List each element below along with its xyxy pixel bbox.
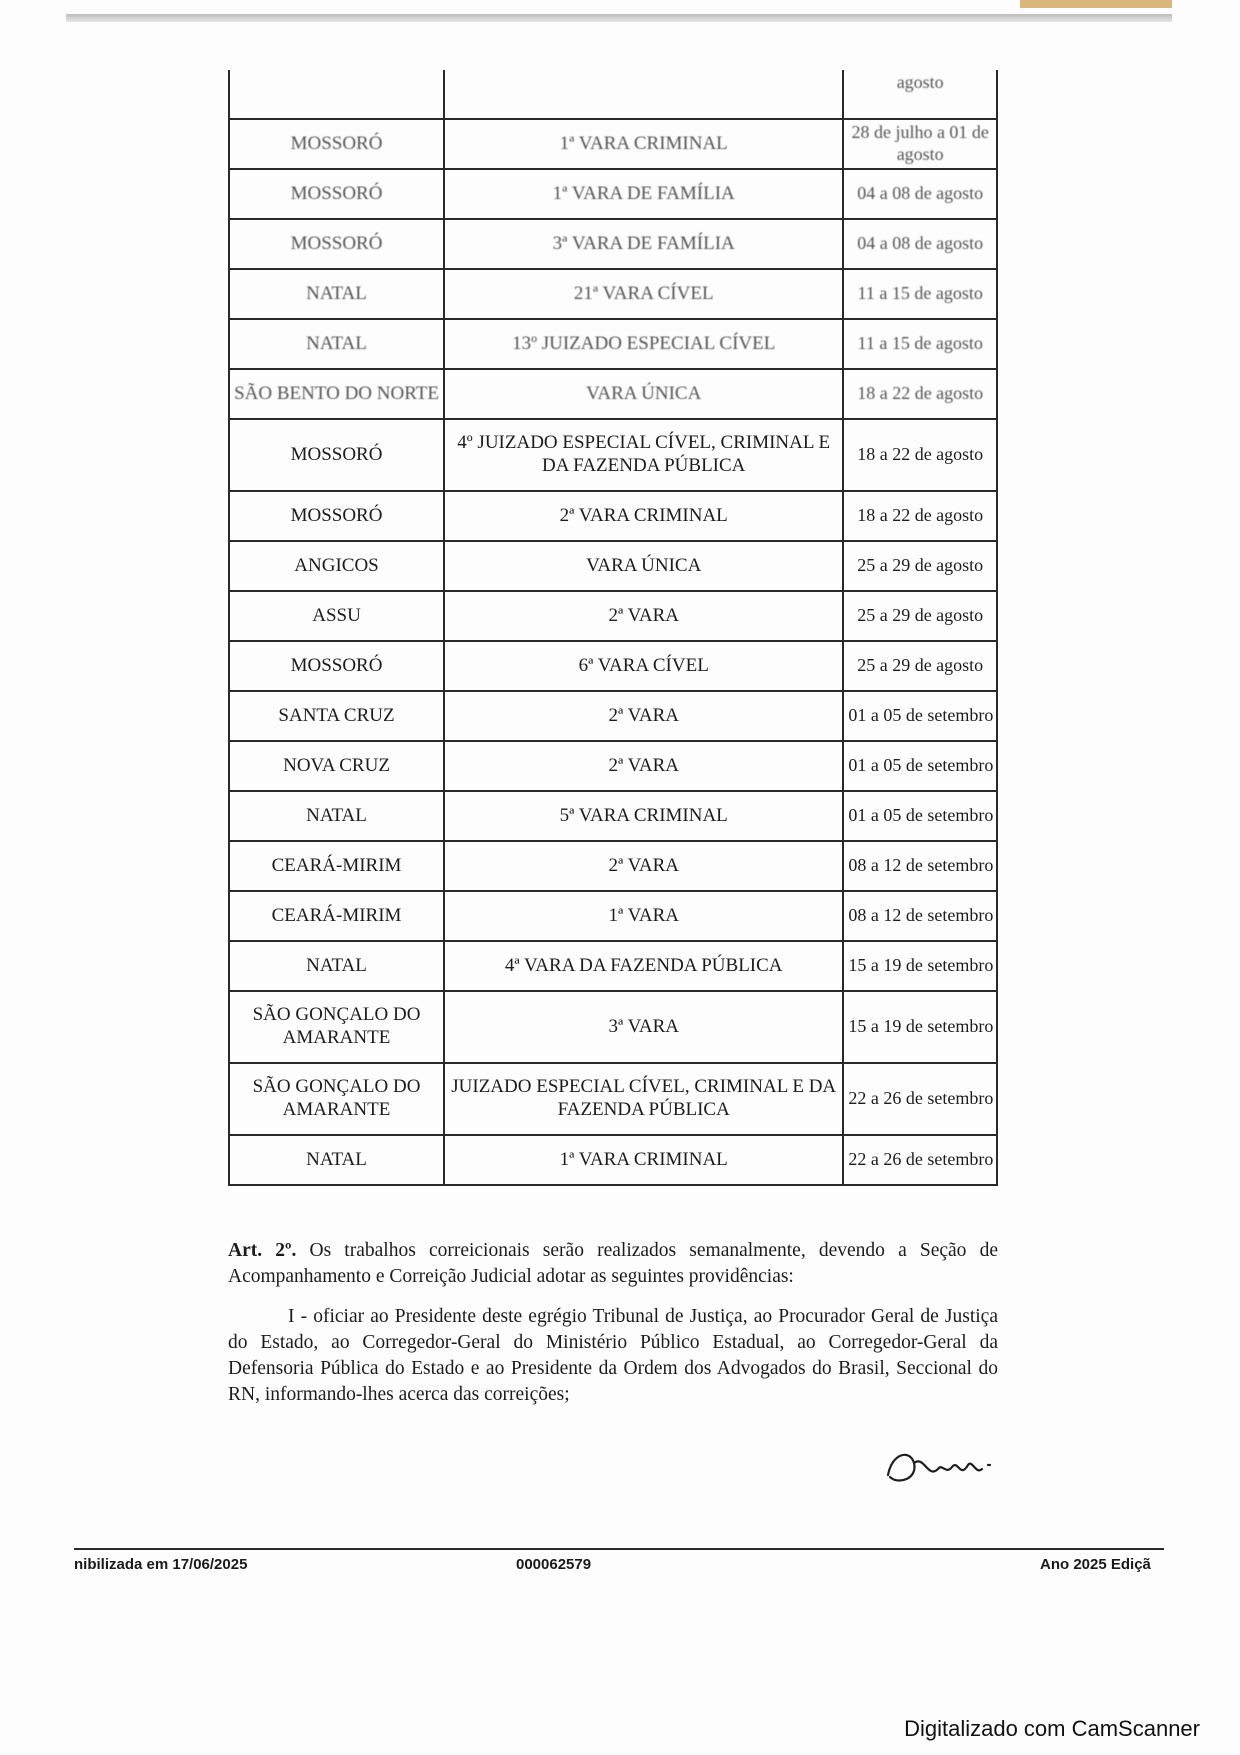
footer-edition: Ano 2025 Ediçã: [1040, 1556, 1151, 1573]
table-row: [229, 541, 997, 591]
unit-cell: JUIZADO ESPECIAL CÍVEL, CRIMINAL E DA FAZENDA PÚBLICA: [444, 1063, 843, 1135]
date-cell: 15 a 19 de setembro: [843, 941, 997, 991]
date-cell: 25 a 29 de agosto: [843, 591, 997, 641]
table-row: [229, 70, 997, 119]
article-2-paragraph: [228, 1238, 998, 1290]
unit-cell: 2ª VARA CRIMINAL: [444, 491, 843, 541]
unit-cell: 2ª VARA: [444, 841, 843, 891]
date-cell: 28 de julho a 01 de agosto: [843, 119, 997, 169]
city-cell: NATAL: [229, 791, 444, 841]
unit-cell: VARA ÚNICA: [444, 541, 843, 591]
article-2-label: Art. 2º.: [228, 1240, 297, 1261]
unit-cell: 6ª VARA CÍVEL: [444, 641, 843, 691]
city-cell: NATAL: [229, 319, 444, 369]
date-cell: 04 a 08 de agosto: [843, 169, 997, 219]
table-row: [229, 269, 997, 319]
table-row: [229, 991, 997, 1063]
city-cell: ANGICOS: [229, 541, 444, 591]
date-cell: 01 a 05 de setembro: [843, 691, 997, 741]
article-section: [228, 1238, 998, 1422]
table-row: [229, 319, 997, 369]
city-cell: NATAL: [229, 941, 444, 991]
date-cell: agosto: [843, 70, 997, 119]
city-cell: SÃO GONÇALO DO AMARANTE: [229, 991, 444, 1063]
footer-document-number: 000062579: [516, 1556, 592, 1573]
date-cell: 11 a 15 de agosto: [843, 269, 997, 319]
table-row: [229, 841, 997, 891]
correction-schedule-table: [228, 70, 998, 1186]
unit-cell: 2ª VARA: [444, 691, 843, 741]
unit-cell: 2ª VARA: [444, 591, 843, 641]
city-cell: SANTA CRUZ: [229, 691, 444, 741]
table-row: [229, 369, 997, 419]
city-cell: NATAL: [229, 269, 444, 319]
table-row: [229, 491, 997, 541]
city-cell: MOSSORÓ: [229, 119, 444, 169]
unit-cell: 2ª VARA: [444, 741, 843, 791]
unit-cell: 1ª VARA DE FAMÍLIA: [444, 169, 843, 219]
table-row: [229, 941, 997, 991]
unit-cell: 1ª VARA: [444, 891, 843, 941]
city-cell: ASSU: [229, 591, 444, 641]
table-row: [229, 691, 997, 741]
unit-cell: 4º JUIZADO ESPECIAL CÍVEL, CRIMINAL E DA FAZENDA PÚBLICA: [444, 419, 843, 491]
date-cell: 22 a 26 de setembro: [843, 1063, 997, 1135]
city-cell: CEARÁ-MIRIM: [229, 891, 444, 941]
table-row: [229, 1063, 997, 1135]
date-cell: 15 a 19 de setembro: [843, 991, 997, 1063]
date-cell: 22 a 26 de setembro: [843, 1135, 997, 1185]
unit-cell: 3ª VARA DE FAMÍLIA: [444, 219, 843, 269]
date-cell: 08 a 12 de setembro: [843, 841, 997, 891]
schedule-table-body: [229, 70, 997, 1185]
date-cell: 11 a 15 de agosto: [843, 319, 997, 369]
unit-cell: 1ª VARA CRIMINAL: [444, 119, 843, 169]
article-2-item-1: I - oficiar ao Presidente deste egrégio Tribunal de Justiça, ao Procurador Geral de Justiça do Estado, ao Corregedor-Geral do Ministério Público Estadual, ao Corregedor-Geral da Defensoria Pública do Estado e ao Presidente da Ordem dos Advogados do Brasil, Seccional do RN, informando-lhes acerca das correições;: [228, 1306, 998, 1405]
footer-divider: [74, 1548, 1164, 1550]
table-row: [229, 791, 997, 841]
date-cell: 08 a 12 de setembro: [843, 891, 997, 941]
date-cell: 25 a 29 de agosto: [843, 641, 997, 691]
city-cell: SÃO BENTO DO NORTE: [229, 369, 444, 419]
table-row: [229, 741, 997, 791]
date-cell: 18 a 22 de agosto: [843, 419, 997, 491]
unit-cell: 5ª VARA CRIMINAL: [444, 791, 843, 841]
scanner-watermark: Digitalizado com CamScanner: [904, 1716, 1200, 1741]
date-cell: 04 a 08 de agosto: [843, 219, 997, 269]
date-cell: 18 a 22 de agosto: [843, 491, 997, 541]
date-cell: 25 a 29 de agosto: [843, 541, 997, 591]
unit-cell: 1ª VARA CRIMINAL: [444, 1135, 843, 1185]
article-2-text: Os trabalhos correicionais serão realizados semanalmente, devendo a Seção de Acompanhamento e Correição Judicial adotar as seguintes providências:: [228, 1240, 998, 1287]
city-cell: MOSSORÓ: [229, 169, 444, 219]
schedule-table-container: [228, 70, 998, 1186]
table-row: [229, 641, 997, 691]
paper-edge-strip: [1020, 0, 1172, 8]
city-cell: MOSSORÓ: [229, 219, 444, 269]
city-cell: [229, 70, 444, 119]
unit-cell: 21ª VARA CÍVEL: [444, 269, 843, 319]
date-cell: 01 a 05 de setembro: [843, 791, 997, 841]
table-row: [229, 591, 997, 641]
table-row: [229, 891, 997, 941]
table-row: [229, 169, 997, 219]
city-cell: CEARÁ-MIRIM: [229, 841, 444, 891]
unit-cell: 3ª VARA: [444, 991, 843, 1063]
unit-cell: [444, 70, 843, 119]
table-row: [229, 119, 997, 169]
city-cell: MOSSORÓ: [229, 419, 444, 491]
city-cell: MOSSORÓ: [229, 491, 444, 541]
city-cell: SÃO GONÇALO DO AMARANTE: [229, 1063, 444, 1135]
city-cell: NOVA CRUZ: [229, 741, 444, 791]
table-row: [229, 1135, 997, 1185]
unit-cell: VARA ÚNICA: [444, 369, 843, 419]
footer-publication-date: nibilizada em 17/06/2025: [74, 1556, 248, 1573]
handwritten-signature: [880, 1435, 1010, 1495]
unit-cell: 4ª VARA DA FAZENDA PÚBLICA: [444, 941, 843, 991]
date-cell: 01 a 05 de setembro: [843, 741, 997, 791]
unit-cell: 13º JUIZADO ESPECIAL CÍVEL: [444, 319, 843, 369]
city-cell: NATAL: [229, 1135, 444, 1185]
city-cell: MOSSORÓ: [229, 641, 444, 691]
date-cell: 18 a 22 de agosto: [843, 369, 997, 419]
table-row: [229, 219, 997, 269]
page-top-edge: [66, 14, 1172, 22]
table-row: [229, 419, 997, 491]
